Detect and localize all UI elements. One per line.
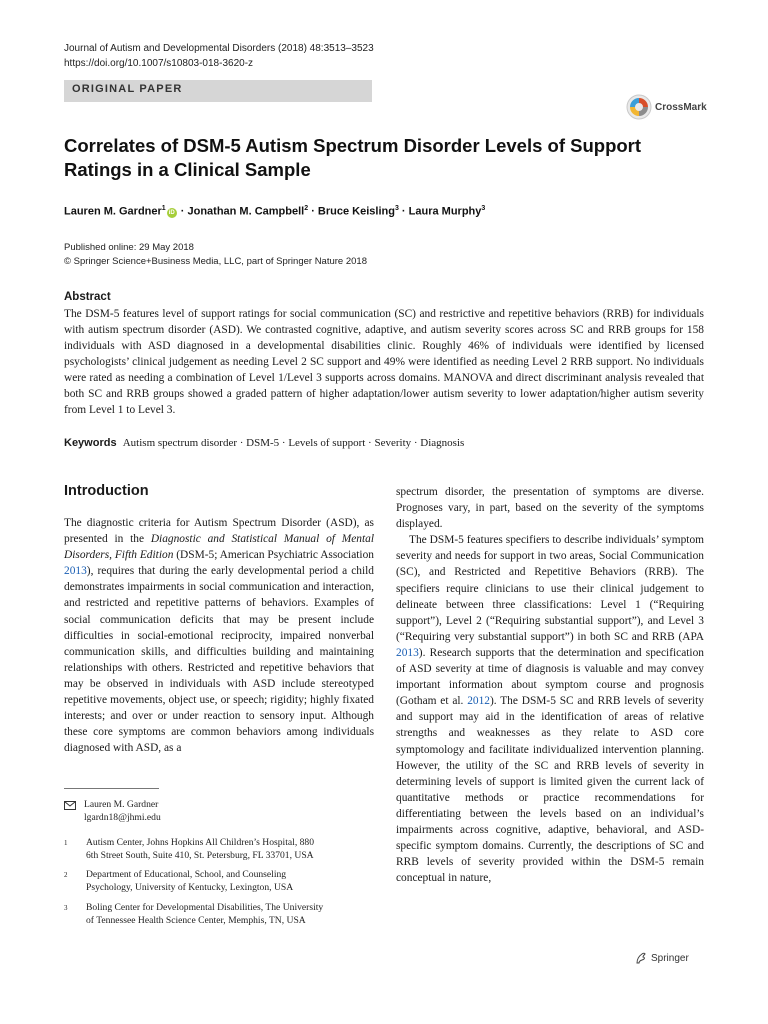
affiliation-line: of Tennessee Health Science Center, Memphis, TN, USA [86, 914, 306, 926]
footnote-divider [64, 788, 159, 789]
keywords [64, 437, 464, 449]
corresponding-author-email[interactable]: lgardn18@jhmi.edu [84, 811, 161, 823]
citation-link[interactable]: 2012 [467, 695, 490, 708]
title-line: Ratings in a Clinical Sample [64, 159, 311, 180]
abstract-heading: Abstract [64, 291, 111, 303]
springer-horse-icon [634, 951, 648, 965]
affiliation-line: Department of Educational, School, and Counseling [86, 869, 287, 880]
body-column-left [64, 515, 374, 756]
paragraph: The diagnostic criteria for Autism Spectrum Disorder (ASD), as presented in the Diagnostic and Statistical Manual of Mental Disorders, Fifth Edition (DSM-5; American Psychiatric Association 2013), requires that during the early developmental period a child demonstrates impairments in social communication and interaction, and restricted and repetitive patterns of behaviors. Examples of social communication deficits that may be present include difficulties in social-emotional reciprocity, impaired nonverbal communication skills, and difficulties building and maintaining relationships with others. Restricted and repetitive behaviors that may be observed in individuals with ASD include stereotyped repetitive movements, object use, or speech; rigidity; highly fixated interests; and over or under reaction to sensory input. Although these core symptoms are common behaviors among individuals diagnosed with ASD, as a [64, 517, 374, 755]
body-column-right [396, 484, 704, 886]
article-category-bar [64, 80, 372, 102]
article-category: ORIGINAL PAPER [72, 83, 183, 95]
publisher-footer [634, 951, 689, 965]
paragraph-continued: spectrum disorder, the presentation of symptoms are diverse. Prognoses vary, in part, based on the severity of the symptoms displayed. [396, 486, 704, 531]
affiliation-footnote [64, 869, 293, 894]
orcid-icon[interactable]: iD [168, 209, 175, 216]
author-separator: · [308, 205, 318, 218]
author-name[interactable]: Jonathan M. Campbell [187, 205, 305, 218]
envelope-icon [64, 801, 76, 810]
crossmark-icon [626, 94, 652, 120]
published-date: Published online: 29 May 2018 [64, 242, 194, 253]
corresponding-author [64, 799, 161, 824]
abstract-text: The DSM-5 features level of support ratings for social communication (SC) and restrictive and repetitive behaviors (RRB) for individuals with autism spectrum disorder (ASD). We contrasted cognitive, adaptive, and autism severity scores across SC and RRB groups for 158 individuals with ASD diagnosed in a developmental disabilities clinic. Roughly 46% of individuals were identified by licensed psychologists’ clinical judgement as needing Level 2 SC support and 49% were identified as needing Level 2 RRB support. No individuals were rated as needing a combination of Level 1/Level 3 supports across domains. MANOVA and direct discriminant analysis revealed that both SC and RRB groups showed a graded pattern of higher adaptation/lower autism severity to lower adaptation/higher autism severity from Level 1 to Level 3. [64, 308, 704, 416]
author-affiliation-mark: 2 [304, 205, 309, 212]
author-affiliation-mark: 3 [481, 205, 486, 212]
article-title [64, 134, 664, 182]
citation-link[interactable]: 2013 [64, 565, 87, 578]
introduction-heading: Introduction [64, 483, 149, 499]
copyright-notice: © Springer Science+Business Media, LLC, part of Springer Nature 2018 [64, 256, 367, 267]
doi-link[interactable]: https://doi.org/10.1007/s10803-018-3620-z [64, 58, 254, 69]
author-affiliation-mark: 3 [394, 205, 399, 212]
crossmark-badge[interactable] [626, 92, 707, 122]
citation-link[interactable]: 2013 [396, 646, 419, 659]
affiliation-number: 3 [64, 904, 68, 912]
journal-reference: Journal of Autism and Developmental Disorders (2018) 48:3513–3523 [64, 43, 374, 54]
keywords-list: Autism spectrum disorder · DSM-5 · Levels of support · Severity · Diagnosis [122, 437, 465, 449]
author-name[interactable]: Laura Murphy [408, 205, 482, 218]
journal-citation [64, 41, 374, 71]
author-separator: · [177, 205, 188, 218]
author-name[interactable]: Lauren M. Gardner [64, 205, 162, 218]
publication-info [64, 241, 367, 269]
affiliation-number: 2 [64, 871, 68, 879]
author-list [64, 205, 485, 218]
affiliation-number: 1 [64, 839, 68, 847]
author-affiliation-mark: 1 [161, 205, 166, 212]
affiliation-line: 6th Street South, Suite 410, St. Petersburg, FL 33701, USA [86, 849, 314, 861]
affiliation-line: Boling Center for Developmental Disabilities, The University [86, 902, 324, 913]
corresponding-author-name: Lauren M. Gardner [84, 799, 159, 810]
affiliation-line: Psychology, University of Kentucky, Lexington, USA [86, 881, 294, 893]
affiliation-line: Autism Center, Johns Hopkins All Children’s Hospital, 880 [86, 837, 315, 848]
affiliation-footnote [64, 902, 323, 927]
keywords-label: Keywords [64, 437, 117, 449]
affiliation-footnote [64, 837, 314, 862]
publisher-name: Springer [651, 952, 689, 964]
paragraph: The DSM-5 features specifiers to describe individuals’ symptom severity and needs for support in two areas, Social Communication (SC), and Restricted and Repetitive Behaviors (RRB). The specifiers require clinicians to use their clinical judgement to delineate between three classifications: Level 1 (“Requiring support”), Level 2 (“Requiring substantial support”), and Level 3 (“Requiring very substantial support”) in both SC and RRB (APA 2013). Research supports that the determination and specification of ASD severity at time of diagnosis is valuable and may convey important information about symptom course and prognosis (Gotham et al. 2012). The DSM-5 SC and RRB levels of severity and support may aid in the identification of areas of relative strengths and weaknesses as they relate to ASD core symptomology and facilitate individualized intervention planning. However, the utility of the SC and RRB levels of severity in determining levels of support is limited given the current lack of quantitative methods or practice recommendations for differentiating between the levels based on an individual’s impairments across cognitive, adaptive, behavioral, and ASD-specific symptom domains. Currently, the descriptions of SC and RRB levels of severity provided within the DSM-5 remain conceptual in nature, [396, 534, 704, 885]
author-name[interactable]: Bruce Keisling [317, 205, 395, 218]
author-separator: · [398, 205, 409, 218]
crossmark-label: CrossMark [655, 101, 707, 113]
italic-text: Diagnostic and Statistical Manual of Mental Disorders, Fifth Edition [64, 533, 374, 562]
title-line: Correlates of DSM-5 Autism Spectrum Disorder Levels of Support [64, 135, 642, 156]
